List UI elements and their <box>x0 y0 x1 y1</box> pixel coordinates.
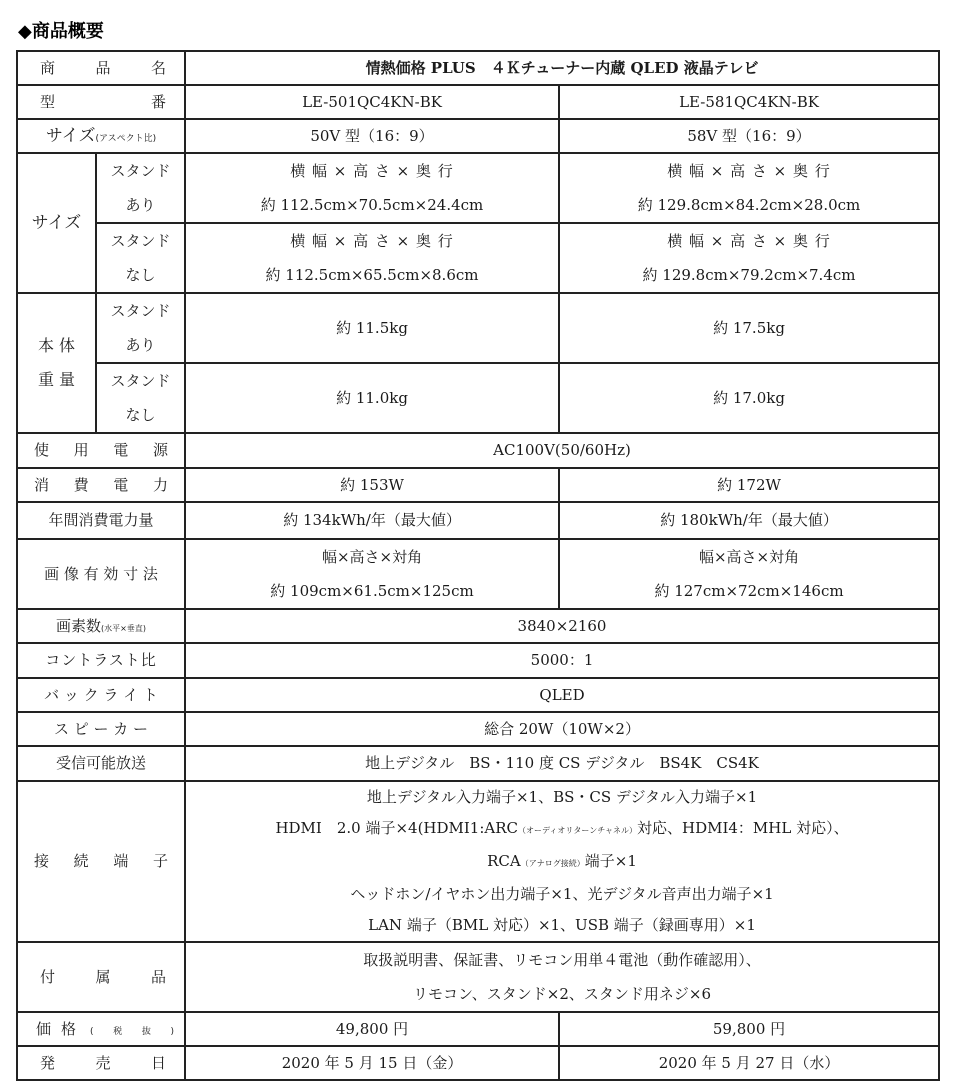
row-pixels <box>17 609 939 643</box>
weight-stand-58: 約 17.5kg <box>559 293 939 363</box>
row-product-name <box>17 51 939 85</box>
label-model: 型 番 <box>17 85 185 119</box>
row-power-source <box>17 433 939 468</box>
price-58: 59,800 円 <box>559 1012 939 1046</box>
power-consumption-50: 約 153W <box>185 468 559 502</box>
value-terminals <box>185 781 939 942</box>
label-contrast: コントラスト比 <box>17 643 185 678</box>
value-pixels: 3840×2160 <box>185 609 939 643</box>
label-accessories: 付 属 品 <box>17 942 185 1012</box>
row-speaker <box>17 712 939 746</box>
label-weight-stand-no: スタンド なし <box>96 363 185 433</box>
weight-stand-50: 約 11.5kg <box>185 293 559 363</box>
release-date-50: 2020 年 5 月 15 日（金） <box>185 1046 559 1080</box>
section-title: ◆商品概要 <box>18 21 104 42</box>
label-release-date: 発 売 日 <box>17 1046 185 1080</box>
weight-nostand-58: 約 17.0kg <box>559 363 939 433</box>
label-stand-no: スタンド なし <box>96 223 185 293</box>
terminals-line-4: ヘッドホン/イヤホン出力端子×1、光デジタル音声出力端子×1 <box>350 885 774 903</box>
row-price <box>17 1012 939 1046</box>
value-backlight: QLED <box>185 678 939 712</box>
weight-nostand-50: 約 11.0kg <box>185 363 559 433</box>
effective-size-50: 幅×高さ×対角 約 109cm×61.5cm×125cm <box>185 539 559 609</box>
label-speaker: ス ピ ー カ ー <box>17 712 185 746</box>
row-annual-power <box>17 502 939 539</box>
screen-size-58: 58V 型（16：9） <box>559 119 939 153</box>
row-screen-size <box>17 119 939 153</box>
row-terminals <box>17 781 939 942</box>
value-product-name: 情熱価格 PLUS ４Ｋチューナー内蔵 QLED 液晶テレビ <box>185 51 939 85</box>
dimensions-stand-50: 横 幅 × 高 さ × 奥 行 約 112.5cm×70.5cm×24.4cm <box>185 153 559 223</box>
label-weight-stand-yes: スタンド あり <box>96 293 185 363</box>
label-stand-yes: スタンド あり <box>96 153 185 223</box>
label-annual-power: 年間消費電力量 <box>17 502 185 539</box>
label-dimensions: サイズ <box>17 153 96 293</box>
label-product-name: 商 品 名 <box>17 51 185 85</box>
terminals-line-5: LAN 端子（BML 対応）×1、USB 端子（録画専用）×1 <box>368 916 756 934</box>
release-date-58: 2020 年 5 月 27 日（水） <box>559 1046 939 1080</box>
value-broadcast: 地上デジタル BS・110 度 CS デジタル BS4K CS4K <box>185 746 939 781</box>
value-power-source: AC100V(50/60Hz) <box>185 433 939 468</box>
dimensions-stand-58: 横 幅 × 高 さ × 奥 行 約 129.8cm×84.2cm×28.0cm <box>559 153 939 223</box>
value-accessories: 取扱説明書、保証書、リモコン用単４電池（動作確認用）、 リモコン、スタンド×2、スタンド用ネジ×6 <box>185 942 939 1012</box>
row-weight-with-stand <box>17 293 939 363</box>
value-speaker: 総合 20W（10W×2） <box>185 712 939 746</box>
effective-size-58: 幅×高さ×対角 約 127cm×72cm×146cm <box>559 539 939 609</box>
terminals-line-2: HDMI 2.0 端子×4(HDMI1:ARC（オーディオリターンチャネル）対応、HDMI4：MHL 対応）、 <box>275 819 849 837</box>
label-pixels: 画素数(水平×垂直) <box>17 609 185 643</box>
label-screen-size: サイズ(アスペクト比) <box>17 119 185 153</box>
terminals-line-1: 地上デジタル入力端子×1、BS・CS デジタル入力端子×1 <box>366 788 758 806</box>
row-broadcast <box>17 746 939 781</box>
row-accessories <box>17 942 939 1012</box>
label-weight: 本 体 重 量 <box>17 293 96 433</box>
power-consumption-58: 約 172W <box>559 468 939 502</box>
row-dimensions-without-stand <box>17 223 939 293</box>
label-price: 価 格 ( 税 抜 ) <box>17 1012 185 1046</box>
row-weight-without-stand <box>17 363 939 433</box>
model-value-50: LE-501QC4KN-BK <box>185 85 559 119</box>
spec-table <box>16 50 940 1081</box>
annual-power-50: 約 134kWh/年（最大値） <box>185 502 559 539</box>
terminals-line-3: RCA（アナログ接続）端子×1 <box>487 852 637 870</box>
row-contrast <box>17 643 939 678</box>
annual-power-58: 約 180kWh/年（最大値） <box>559 502 939 539</box>
label-backlight: バ ッ ク ラ イ ト <box>17 678 185 712</box>
label-terminals: 接 続 端 子 <box>17 781 185 942</box>
row-dimensions-with-stand <box>17 153 939 223</box>
row-power-consumption <box>17 468 939 502</box>
row-release-date <box>17 1046 939 1080</box>
label-effective-size: 画 像 有 効 寸 法 <box>17 539 185 609</box>
label-power-source: 使 用 電 源 <box>17 433 185 468</box>
row-backlight <box>17 678 939 712</box>
label-power-consumption: 消 費 電 力 <box>17 468 185 502</box>
label-broadcast: 受信可能放送 <box>17 746 185 781</box>
dimensions-nostand-58: 横 幅 × 高 さ × 奥 行 約 129.8cm×79.2cm×7.4cm <box>559 223 939 293</box>
screen-size-50: 50V 型（16：9） <box>185 119 559 153</box>
price-50: 49,800 円 <box>185 1012 559 1046</box>
value-contrast: 5000：1 <box>185 643 939 678</box>
row-model <box>17 85 939 119</box>
model-value-58: LE-581QC4KN-BK <box>559 85 939 119</box>
row-effective-size <box>17 539 939 609</box>
dimensions-nostand-50: 横 幅 × 高 さ × 奥 行 約 112.5cm×65.5cm×8.6cm <box>185 223 559 293</box>
